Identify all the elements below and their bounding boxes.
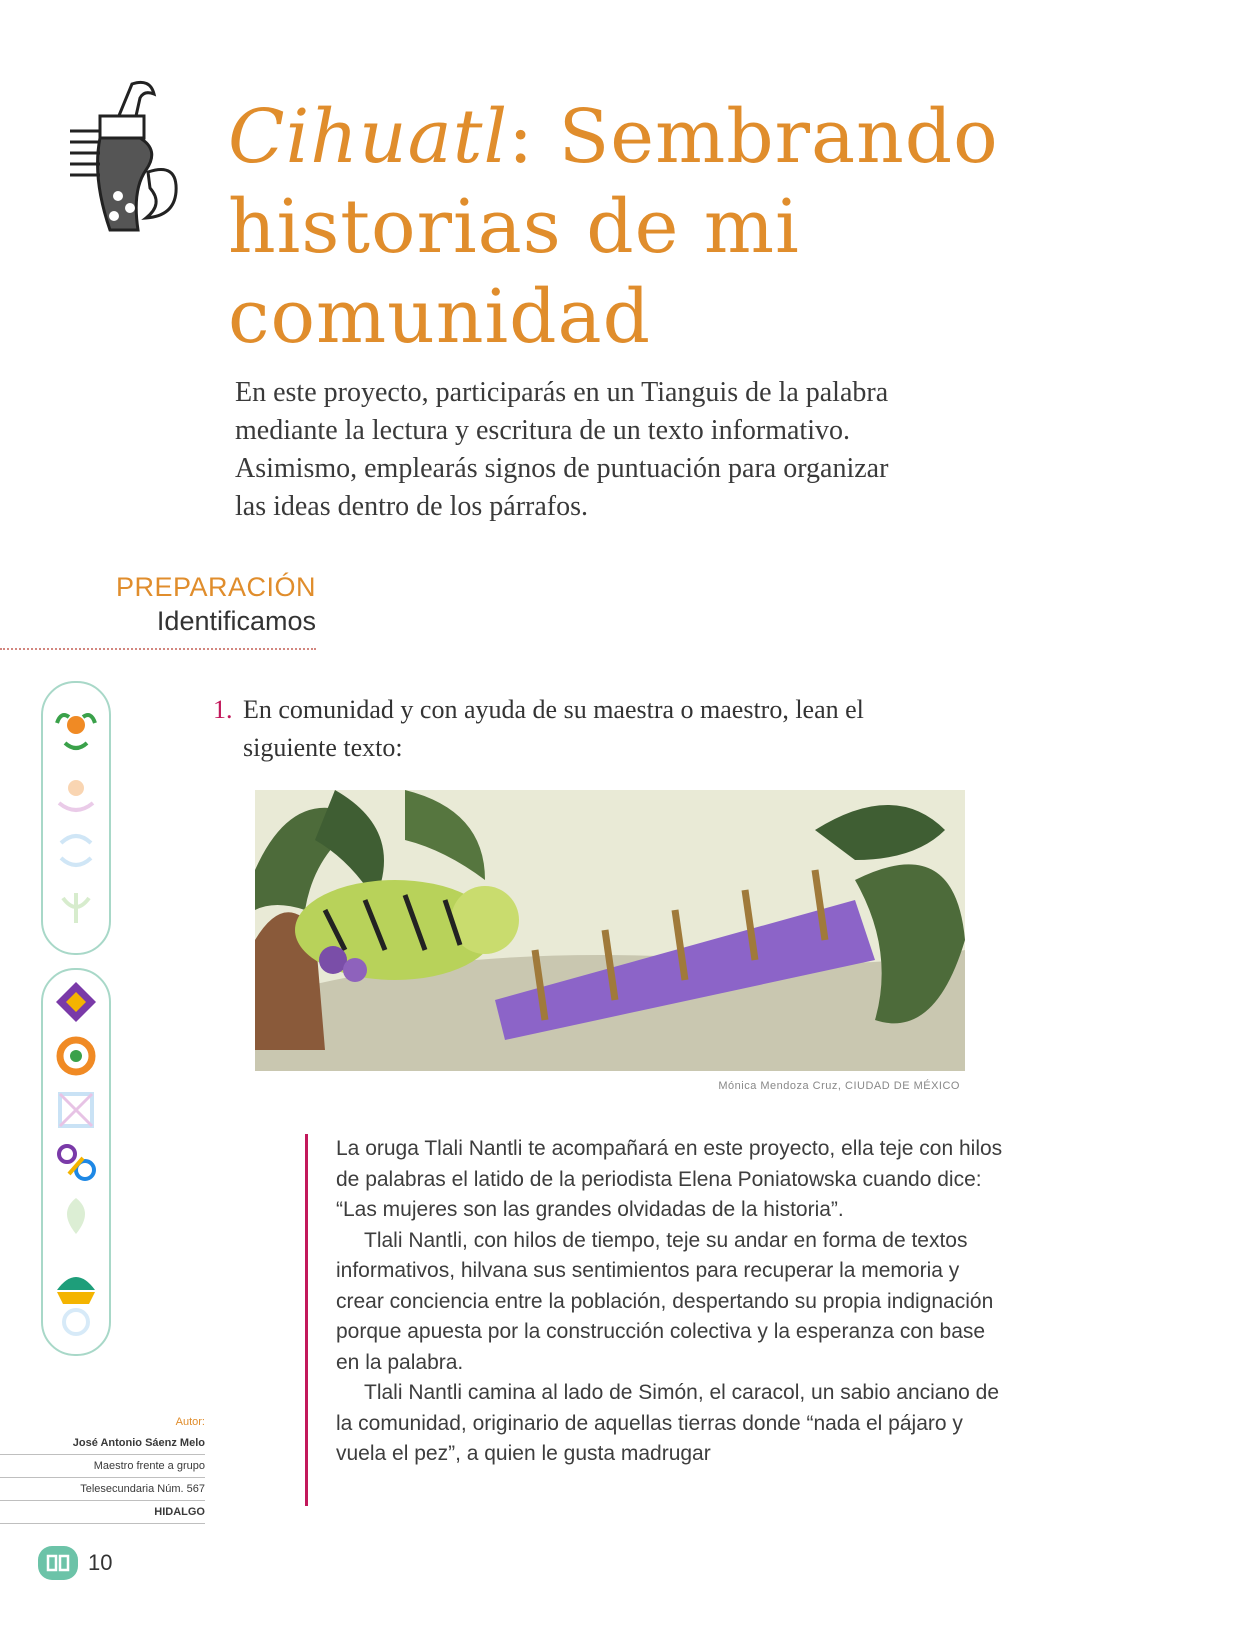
author-box <box>0 1412 205 1524</box>
credit-place: CIUDAD DE MÉXICO <box>845 1080 960 1092</box>
section-heading <box>0 570 316 638</box>
activity-text: En comunidad y con ayuda de su maestra o maestro, lean el siguiente texto: <box>243 695 864 762</box>
title-line1-rest: : Sembrando <box>508 94 999 180</box>
icon-rail-top <box>41 681 111 955</box>
reading-text <box>305 1134 1008 1506</box>
section-subtitle: Identificamos <box>156 606 316 636</box>
caterpillar-illustration <box>255 790 965 1071</box>
title-line2: historias de mi <box>228 184 800 270</box>
reading-paragraph-3: Tlali Nantli camina al lado de Simón, el caracol, un sabio anciano de la comunidad, originario de aquellas tierras donde “nada el pájaro y vuela el pez”, a quien le gusta madrugar <box>336 1381 1000 1465</box>
author-school: Telesecundaria Núm. 567 <box>0 1478 205 1501</box>
credit-name: Mónica Mendoza Cruz, <box>718 1080 842 1092</box>
illustration-credit <box>560 1080 960 1092</box>
author-state: HIDALGO <box>0 1501 205 1524</box>
intro-paragraph: En este proyecto, participarás en un Tianguis de la palabra mediante la lectura y escritura de un texto informativo. Asimismo, emplearás signos de puntuación para organizar las ideas dentro de los párrafos. <box>235 377 889 522</box>
title-line3: comunidad <box>228 274 652 360</box>
author-label: Autor: <box>175 1416 205 1428</box>
icon-rail-bottom <box>41 968 111 1356</box>
page-number: 10 <box>88 1550 113 1575</box>
eje-articulador-icons <box>43 970 109 1354</box>
author-name: José Antonio Sáenz Melo <box>0 1432 205 1455</box>
reading-paragraph-1: La oruga Tlali Nantli te acompañará en este proyecto, ella teje con hilos de palabras el latido de la periodista Elena Poniatowska cuando dice: “Las mujeres son las grandes olvidadas de la historia”. <box>336 1137 1003 1221</box>
section-divider <box>0 648 316 650</box>
title-italic: Cihuatl <box>228 94 509 180</box>
reading-paragraph-2: Tlali Nantli, con hilos de tiempo, teje su andar en forma de textos informativos, hilvana sus sentimientos para recuperar la memoria y crear conciencia entre la población, despertando su propia indignación porque apuesta por la construcción colectiva y la esperanza con base en la palabra. <box>336 1228 994 1374</box>
activity-number: 1. <box>213 695 233 724</box>
author-role: Maestro frente a grupo <box>0 1455 205 1478</box>
decorative-glyph-icon <box>70 76 190 236</box>
section-kicker: PREPARACIÓN <box>115 572 316 602</box>
page-title <box>228 92 1188 362</box>
folio-icon <box>38 1546 78 1580</box>
campo-formativo-icons <box>43 683 109 953</box>
